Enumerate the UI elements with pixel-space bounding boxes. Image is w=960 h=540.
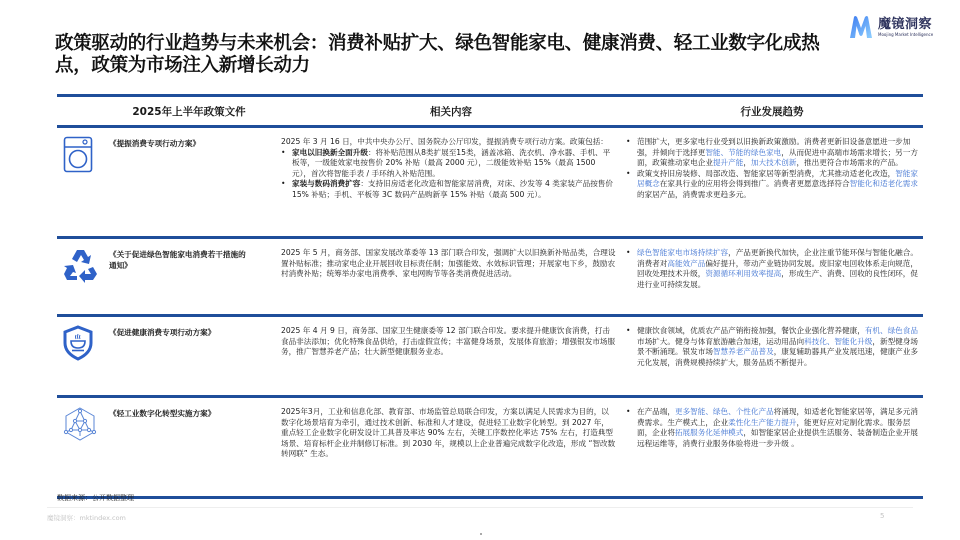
highlight-text: 提升产能 xyxy=(712,158,744,168)
policy-content xyxy=(281,239,626,314)
content-bullet: • 家装与数码消费扩容：支持旧房适老化改造和智能家居消费，对床、沙发等 4 类家装产品按售价 15% 补贴；手机、平板等 3C 数码产品购新享 15% 补贴（最高 500 元）。 xyxy=(281,179,613,199)
health-shield-icon xyxy=(63,325,93,361)
footer-divider xyxy=(47,507,913,508)
page-number: 5 xyxy=(880,512,885,520)
logo-text-cn: 魔镜洞察 xyxy=(878,16,933,32)
bullet-heading: 家装与数码消费扩容 xyxy=(292,179,361,189)
content-intro: 2025年3月，工业和信息化部、教育部、市场监管总局联合印发，方案以满足人民需求为目的，以数字化场景培育为牵引，通过技术创新、标准和人才建设，促进轻工业数字化转型。到 2027 年，重点轻工企业数字化研发设计工具普及率达 90% 左右，关键工序数控化率达 75% 左右，打造典型场景、培育标杆企业并制修订标准。到 2030 年，规模以上企业普遍完成数字化改造，形成 “智改数转网联” 生态。 xyxy=(281,407,616,459)
trend-bullet: • 健康饮食领域，优质农产品产销衔接加强，餐饮企业强化营养健康，有机、绿色食品市场扩大。健身与体育旅游融合加速，运动用品向科技化、智能化升级，新型健身场景不断涌现。银发市场智慧养老产品普及，康复辅助器具产业发展迅速，健康产业多元化发展，消费规模持续扩大，服务品质不断提升。 xyxy=(626,326,918,367)
trend-cell xyxy=(626,128,923,236)
content-intro: 2025 年 4 月 9 日，商务部、国家卫生健康委等 12 部门联合印发。要求提升健康饮食消费，打击食品非法添加；优化特殊食品供给，打击虚假宣传；丰富健身场景，发展体育旅游；增强银发市场服务，推广智慧养老产品；壮大新型健康服务业态。 xyxy=(281,326,616,357)
policy-content xyxy=(281,128,626,236)
data-source-note: 数据来源：公开数据整理 xyxy=(57,494,134,502)
trend-bullet: • 在产品端，更多智能、绿色、个性化产品将涌现，如适老化智能家居等，满足多元消费需求。生产模式上，企业柔性化生产能力提升，能更好应对定制化需求。服务层面，企业将拓展服务化延伸模式，如智能家居企业提供生活服务、装备制造企业开展远程运维等，消费行业服务体验将进一步升级 。 xyxy=(626,407,918,448)
trend-bullet: • 绿色智能家电市场持续扩容，产品更新换代加快，企业注重节能环保与智能化融合。消费者对高能效产品偏好提升，带动产业链协同发展。废旧家电回收体系走向规范，回收处理技术升级，资源循环利用效率提高，形成生产、消费、回收的良性闭环，促进行业可持续发展。 xyxy=(626,248,918,289)
table-header xyxy=(57,97,923,125)
footer-website: 魔镜洞察：mktindex.com xyxy=(47,514,126,522)
highlight-text: 高能效产品 xyxy=(667,258,706,268)
brand-logo xyxy=(848,14,933,40)
highlight-text: 科技化、智能化升级 xyxy=(804,336,873,346)
policy-name: 《提振消费专项行动方案》 xyxy=(109,139,201,148)
page-title: 政策驱动的行业趋势与未来机会：消费补贴扩大、绿色智能家电、健康消费、轻工业数字化成热点，政策为市场注入新增长动力 xyxy=(55,33,820,76)
table-row xyxy=(57,239,923,314)
policy-name: 《关于促进绿色智能家电消费若干措施的通知》 xyxy=(109,250,246,270)
policy-table xyxy=(57,94,923,499)
trend-cell xyxy=(626,398,923,496)
highlight-text: 资源循环利用效率提高 xyxy=(705,269,782,279)
highlight-text: 拓展服务化延伸模式 xyxy=(674,428,744,438)
table-row xyxy=(57,317,923,395)
policy-name: 《促进健康消费专项行动方案》 xyxy=(109,328,216,337)
table-row xyxy=(57,398,923,496)
bullet-heading: 家电以旧换新全面升级 xyxy=(292,147,368,157)
logo-m-icon xyxy=(848,14,874,40)
trend-cell xyxy=(626,317,923,395)
washing-machine-icon xyxy=(63,136,93,173)
recycle-icon xyxy=(63,247,99,283)
highlight-text: 智能化和适老化需求 xyxy=(849,179,918,189)
header-content: 相关内容 xyxy=(430,105,472,118)
highlight-text: 智能家居概念 xyxy=(637,168,918,189)
footer-dot xyxy=(480,533,482,535)
trend-cell xyxy=(626,239,923,314)
highlight-text: 柔性化生产能力提升 xyxy=(728,417,797,427)
policy-name: 《轻工业数字化转型实施方案》 xyxy=(109,409,216,418)
trend-bullet: • 政策支持旧房装修、局部改造、智能家居等新型消费，尤其推动适老化改造，智能家居概念在家具行业的应用将会得到推广。消费者更愿意选择符合智能化和适老化需求的家居产品，消费需求更趋多元。 xyxy=(626,168,918,199)
header-policy: 2025年上半年政策文件 xyxy=(132,105,246,118)
table-bottom-rule xyxy=(57,496,923,499)
bullet-text: ：支持旧房适老化改造和智能家居消费，对床、沙发等 4 类家装产品按售价 15% 补贴；手机、平板等 3C 数码产品购新享 15% 补贴（最高 500 元）。 xyxy=(292,179,613,199)
content-intro: 2025 年 5 月，商务部、国家发展改革委等 13 部门联合印发，强调扩大以旧换新补贴品类，合理设置补贴标准；推动家电企业开展回收目标责任制；加强能效、水效标识管理；开展家电下乡，鼓励农村消费补贴；统筹举办家电消费季、家电网购节等各类消费促进活动。 xyxy=(281,248,616,279)
header-trend: 行业发展趋势 xyxy=(740,105,804,118)
network-hexagon-icon xyxy=(63,406,97,442)
content-intro: 2025 年 3 月 16 日，中共中央办公厅、国务院办公厅印发，提振消费专项行动方案。政策包括： xyxy=(281,137,608,146)
highlight-text: 加大技术创新 xyxy=(750,158,797,168)
logo-text-en: Moojing Market Intelligence xyxy=(878,31,934,37)
policy-content xyxy=(281,317,626,395)
highlight-text: 智能、节能的绿色家电 xyxy=(705,147,782,157)
trend-bullet: • 范围扩大，更多家电行业受到以旧换新政策激励。消费者更新旧设备意愿进一步加强，并倾向于选择更智能、节能的绿色家电，从而促进中高端市场需求增长；另一方面，政策推动家电企业提升产能，加大技术创新，推出更符合市场需求的产品。 xyxy=(626,137,918,168)
highlight-text: 绿色智能家电市场持续扩容 xyxy=(637,248,729,257)
highlight-text: 更多智能、绿色、个性化产品 xyxy=(674,407,774,416)
table-row xyxy=(57,128,923,236)
content-bullet: • 家电以旧换新全面升级：将补贴范围从8类扩展至15类，涵盖冰箱、洗衣机、净水器、手机、平板等，一级能效家电按售价 20% 补贴（最高 2000 元），二级能效补贴 15%（最高 1500 元），首次将智能手表 / 手环纳入补贴范围。 xyxy=(281,147,611,178)
highlight-text: 有机、绿色食品 xyxy=(864,326,918,335)
policy-content xyxy=(281,398,626,496)
bullet-text: ：将补贴范围从8类扩展至15类，涵盖冰箱、洗衣机、净水器、手机、平板等，一级能效家电按售价 20% 补贴（最高 2000 元），二级能效补贴 15%（最高 1500 元），首次将智能手表 / 手环纳入补贴范围。 xyxy=(292,147,611,178)
highlight-text: 智慧养老产品普及 xyxy=(712,347,774,357)
